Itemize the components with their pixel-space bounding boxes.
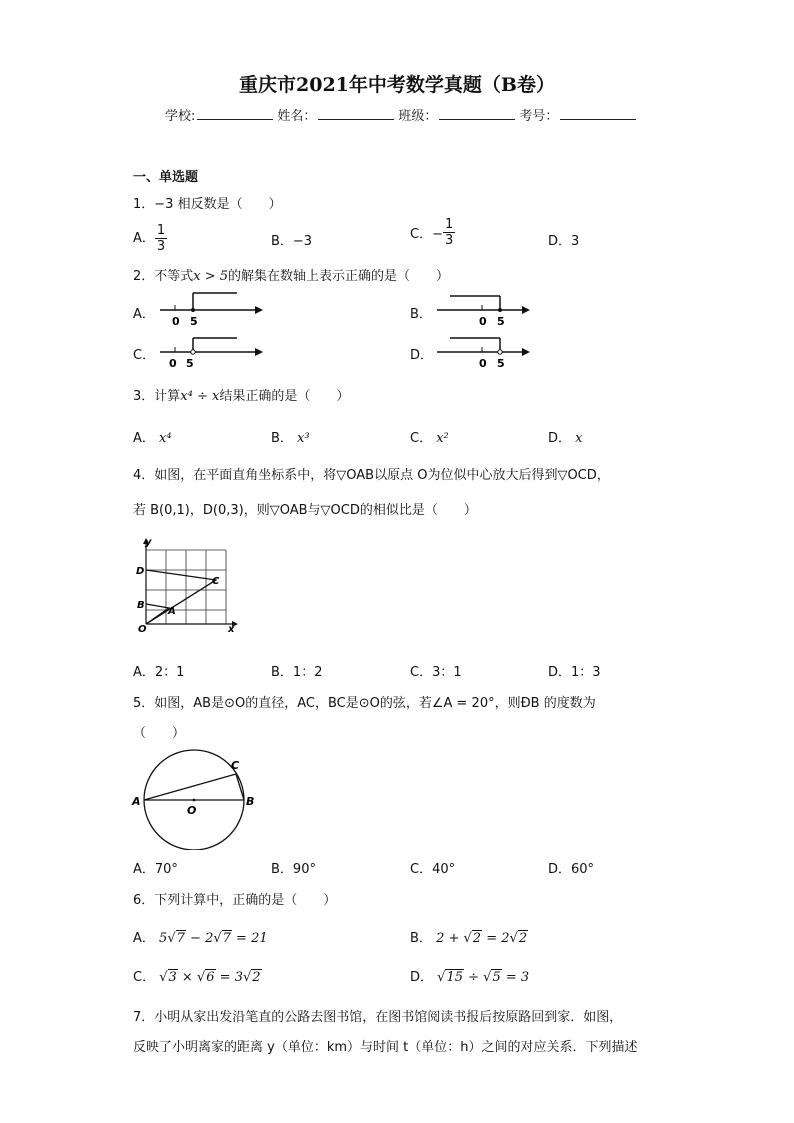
svg-text:0: 0 [172, 315, 180, 328]
q2-numberline-b [432, 288, 542, 328]
q7-stem-line1: 7．小明从家出发沿笔直的公路去图书馆，在图书馆阅读书报后按原路回到家．如图， [133, 1010, 623, 1025]
section-heading: 一、单选题 [133, 170, 199, 185]
q1-option-c [410, 218, 455, 247]
svg-text:5: 5 [190, 315, 198, 328]
q5-option-d: D．60° [548, 862, 595, 877]
q2-option-a-label: A． [133, 307, 155, 322]
q6-stem: 6．下列计算中，正确的是（ ） [133, 893, 337, 908]
q5-option-b: B．90° [271, 862, 316, 877]
q2-numberline-c [155, 330, 265, 370]
q1-option-b: B．−3 [271, 234, 313, 249]
svg-text:5: 5 [497, 357, 505, 370]
svg-text:D: D [136, 566, 145, 577]
q2-option-c-label: C． [133, 348, 156, 363]
q4-stem-line2: 若 B(0,1)，D(0,3)，则▽OAB与▽OCD的相似比是（ ） [133, 503, 477, 518]
q4-option-c: C．3：1 [410, 665, 462, 680]
q2-option-d-label: D． [410, 348, 434, 363]
q3-stem: 3．计算x⁴ ÷ x结果正确的是（ ） [133, 389, 350, 404]
q6-option-d: D． √15 ÷ √5 = 3 [410, 970, 530, 985]
number-label: 考号： [519, 109, 559, 124]
svg-text:B: B [137, 600, 145, 611]
q3-option-a: A． x⁴ [133, 431, 172, 446]
q6-option-b: B． 2 + √2 = 2√2 [410, 931, 528, 946]
q3-option-b: B． x³ [271, 431, 310, 446]
name-label: 姓名： [277, 109, 317, 124]
q5-stem-line2: （ ） [133, 726, 186, 741]
q1-option-d: D．3 [548, 234, 580, 249]
q3-option-d: D． x [548, 431, 583, 446]
q1-option-a-label: A． [133, 231, 155, 246]
q2-numberline-a [155, 288, 265, 328]
svg-text:A: A [132, 795, 141, 808]
svg-text:x: x [228, 624, 235, 635]
page-title: 重庆市2021年中考数学真题（B卷） [239, 74, 555, 96]
q4-option-d: D．1：3 [548, 665, 601, 680]
q6-option-c: C． √3 × √6 = 3√2 [133, 970, 261, 985]
svg-text:5: 5 [497, 315, 505, 328]
q4-stem-line1: 4．如图，在平面直角坐标系中，将▽OAB以原点 O为位似中心放大后得到▽OCD， [133, 468, 610, 483]
q5-circle-figure [128, 742, 268, 850]
class-blank[interactable] [439, 106, 515, 120]
q3-option-c: C． x² [410, 431, 449, 446]
q1-option-a [133, 224, 167, 253]
q7-stem-line2: 反映了小明离家的距离 y（单位：km）与时间 t（单位：h）之间的对应关系．下列描述 [133, 1040, 638, 1055]
svg-text:5: 5 [186, 357, 194, 370]
q4-triangles [146, 570, 216, 624]
svg-text:O: O [187, 804, 197, 817]
q4-coordinate-figure [132, 536, 242, 636]
q6-option-a: A． 5√7 − 2√7 = 21 [133, 931, 268, 946]
q4-grid [146, 550, 226, 624]
number-blank[interactable] [560, 106, 636, 120]
svg-text:C: C [231, 759, 240, 772]
q4-option-b: B．1：2 [271, 665, 323, 680]
svg-text:O: O [138, 624, 147, 635]
school-blank[interactable] [197, 106, 273, 120]
q5-option-c: C．40° [410, 862, 456, 877]
svg-text:0: 0 [479, 357, 487, 370]
q1-stem: 1．−3 相反数是（ ） [133, 197, 282, 212]
q5-stem-line1: 5．如图，AB是⊙O的直径，AC，BC是⊙O的弦，若∠A = 20°，则ÐB 的度数为 [133, 696, 596, 711]
student-info-line [165, 105, 640, 124]
q2-numberline-d [432, 330, 542, 370]
q5-option-a: A．70° [133, 862, 178, 877]
q2-option-b-label: B． [410, 307, 432, 322]
svg-text:y: y [145, 537, 152, 548]
q5-chord-ac [144, 774, 236, 800]
q1-fraction-a: $\frac{1}{3}$ [156, 223, 166, 254]
svg-text:C: C [212, 576, 220, 587]
q2-stem: 2．不等式x > 5的解集在数轴上表示正确的是（ ） [133, 269, 450, 284]
q1-fraction-c: $\frac{1}{3}$ [444, 217, 454, 248]
svg-text:0: 0 [479, 315, 487, 328]
svg-text:0: 0 [169, 357, 177, 370]
q4-option-a: A．2：1 [133, 665, 185, 680]
school-label: 学校: [165, 109, 196, 124]
svg-text:B: B [246, 795, 255, 808]
svg-text:A: A [168, 606, 176, 617]
class-label: 班级： [398, 109, 438, 124]
q1-option-c-label: C．− [410, 227, 443, 242]
name-blank[interactable] [318, 106, 394, 120]
